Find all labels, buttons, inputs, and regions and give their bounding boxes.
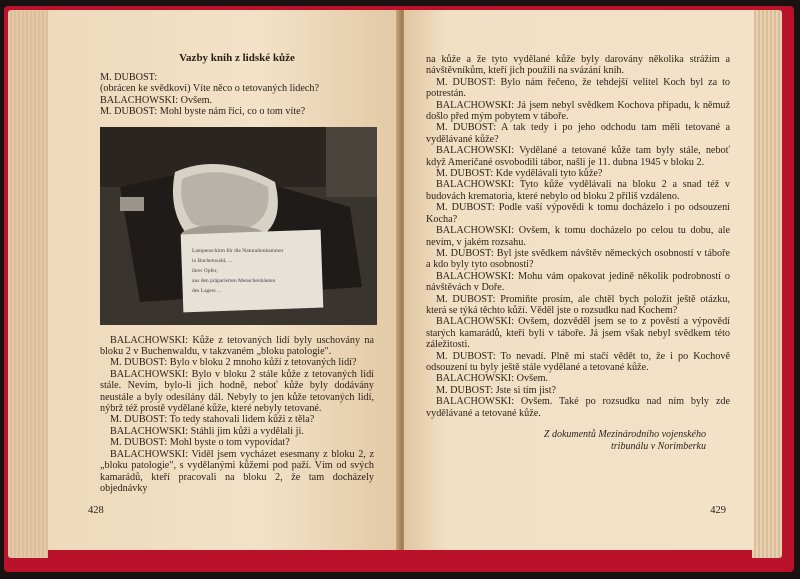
- card-text: Lampenschirm für die Naturalienkammer: [192, 247, 284, 254]
- paragraph: BALACHOWSKI: Vydělané a tetované kůže tam byly stále, neboť když Američané osvobodili tábor, našli je 11. dubna 1945 v bloku 2.: [426, 145, 730, 168]
- page-number: 428: [88, 505, 104, 516]
- paragraph: na kůže a že tyto vydělané kůže byly darovány několika strážím a návštěvníkům, kteří jich použili na svázání knih.: [426, 54, 730, 77]
- text-line: M. DUBOST:: [100, 72, 158, 83]
- photo-lampshade: [100, 127, 377, 325]
- paragraph: BALACHOWSKI: Tyto kůže vydělávali na bloku 2 a snad též v budovách krematoria, které nebylo od bloku 2 příliš vzdáleno.: [426, 179, 730, 202]
- paragraph: M. DUBOST: To nevadí. Plně mi stačí vědět to, že i po Kochově odsouzení tu byly ještě stále vydělané a tetované kůže.: [426, 350, 730, 373]
- paragraph: BALACHOWSKI: Ovšem. Také po rozsudku nad ním byly zde vydělávané a tetované kůže.: [426, 396, 730, 419]
- paragraph: BALACHOWSKI: Mohu vám opakovat jedině několik podrobností o návštěvách v Doře.: [426, 270, 730, 294]
- paragraph: M. DUBOST: A tak tedy i po jeho odchodu tam měli tetované a vydělávané kůže?: [426, 122, 730, 145]
- paragraph: M. DUBOST: Kde vydělávali tyto kůže?: [436, 168, 603, 180]
- paragraph: M. DUBOST: To tedy stahovali lidem kůži z těla?: [110, 414, 315, 426]
- chapter-title: Vazby knih z lidské kůže: [179, 52, 295, 64]
- paragraph: M. DUBOST: Promiňte prosím, ale chtěl bych položit ještě otázku, která se týká těchto kůží. Věděl jste o rozsudku nad Kochem?: [426, 293, 730, 316]
- text-line: (obrácen ke svědkovi) Víte něco o tetovaných lidech?: [100, 83, 320, 95]
- paragraph: M. DUBOST: Byl jste svědkem návštěv německých osobností v táboře a kdo byly tyto osobnosti?: [426, 247, 730, 271]
- paragraph: BALACHOWSKI: Ovšem, dozvěděl jsem se to z pověstí a výpovědí starých kamarádů, kteří byli v táboře. Já jsem však nebyl svědkem této záležitosti.: [426, 316, 730, 351]
- card-text: ihrer Opfer,: [192, 267, 218, 274]
- paragraph: BALACHOWSKI: Viděl jsem vycházet esesmany z bloku 2, z „bloku patologie", s vydělanými kůžemi pod paží. Vím od svých kamarádů, kteří pracovali na bloku 2, že tam docházely objednávky: [100, 448, 374, 494]
- source-line: Z dokumentů Mezinárodního vojenského: [543, 429, 706, 440]
- text-line: M. DUBOST: Mohl byste nám říci, co o tom víte?: [100, 106, 306, 118]
- paragraph: BALACHOWSKI: Bylo v bloku 2 stále kůže z tetovaných lidí stále. Nevím, bylo-li jich hodně, neboť kůže byly dodávány neustále a byly odesílány dál. Nebyly to jen kůže tetovaných lidí, nýbrž též prostě vydělané kůže, které nebyly tetované.: [100, 368, 374, 415]
- page-edges-right: [752, 10, 782, 558]
- photo-illustration: [100, 127, 377, 325]
- page-edges-left: [8, 10, 48, 558]
- card-text: in Buchenwald, ...: [192, 257, 233, 264]
- paragraph: M. DUBOST: Bylo nám řečeno, že tehdejší velitel Koch byl za to potrestán.: [426, 76, 730, 100]
- card-text: des Lagers ...: [192, 287, 222, 294]
- right-page: [404, 10, 754, 550]
- paragraph: BALACHOWSKI: Stáhli jim kůži a vydělali ji.: [110, 425, 304, 437]
- page-number: 429: [710, 505, 726, 516]
- paragraph: BALACHOWSKI: Ovšem, k tomu docházelo po celou tu dobu, ale nevím, v jakém rozsahu.: [426, 225, 730, 248]
- paragraph: M. DUBOST: Bylo v bloku 2 mnoho kůží z tetovaných lidí?: [110, 357, 357, 369]
- paragraph: BALACHOWSKI: Ovšem.: [436, 373, 549, 385]
- text-line: BALACHOWSKI: Ovšem.: [100, 94, 213, 106]
- paragraph: M. DUBOST: Podle vaší výpovědi k tomu docházelo i po odsouzení Kocha?: [426, 202, 730, 225]
- paragraph: BALACHOWSKI: Kůže z tetovaných lidí byly uschovány na bloku 2 v Buchenwaldu, v takzvaném „bloku patologie".: [100, 334, 374, 358]
- source-citation: [426, 429, 730, 452]
- left-page: [48, 10, 398, 550]
- paragraph: BALACHOWSKI: Já jsem nebyl svědkem Kochova případu, k němuž došlo před mým pobytem v táboře.: [426, 99, 730, 123]
- paragraph: M. DUBOST: Jste si tím jist?: [436, 384, 557, 396]
- source-line: tribunálu v Norimberku: [611, 440, 706, 452]
- card-text: aus den präparierten Menschenhäuten: [192, 277, 276, 284]
- paragraph: M. DUBOST: Mohl byste o tom vypovídat?: [110, 437, 290, 449]
